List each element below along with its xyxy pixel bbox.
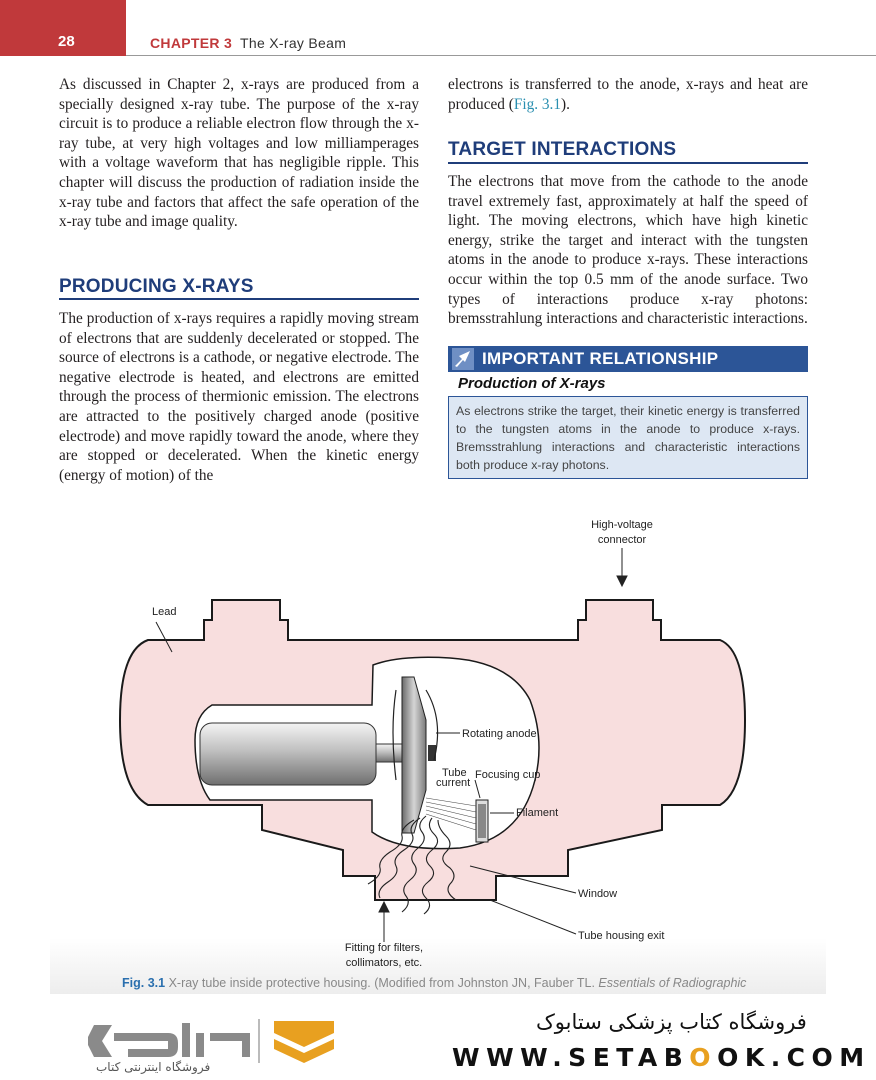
continuation-end: ). [561, 95, 570, 113]
label-collimators: collimators, etc. [345, 957, 423, 969]
setabook-logo [88, 1013, 348, 1067]
intro-paragraph: As discussed in Chapter 2, x-rays are produced from a specially designed x-ray tube. The purpose of the x-ray circuit is to produce a reliable electron flow through the x-ray tube, at very high voltages and low milliamperages with a voltage waveform that has negligible ripple. This chapter will discuss the production of radiation inside the x-ray tube and factors that affect the safe operation of the x-ray tube and image quality. [59, 76, 419, 231]
relationship-subtitle: Production of X-rays [458, 375, 606, 392]
caption-text: X-ray tube inside protective housing. (Modified from Johnston JN, Fauber TL. [168, 976, 595, 990]
label-tube: Tube [442, 767, 467, 779]
figure-caption [122, 976, 746, 990]
heading-rule-left [59, 298, 419, 300]
relationship-text: As electrons strike the target, their kinetic energy is transferred to the tungsten atoms in the anode to produce x-rays. Bremsstrahlung interactions and characteristic interactions both produce x-ray photons. [456, 404, 800, 472]
label-lead: Lead [152, 606, 177, 618]
logo-chevron-icon [88, 1025, 112, 1057]
filament-coil [478, 804, 486, 838]
right-continuation [448, 75, 808, 114]
url-part1: WWW.SETAB [452, 1043, 690, 1072]
target-paragraph: The electrons that move from the cathode to the anode travel extremely fast, approximately at half the speed of light. The moving electrons, which have high kinetic energy, strike the target and interact with the tungsten atoms in the anode to produce x-rays. These interactions occur within the top 0.5 mm of the anode surface. Two types of interactions produce x-ray photons: bremsstrahlung interactions and characteristic interactions. [448, 173, 808, 328]
label-rotating-anode: Rotating anode [462, 728, 537, 740]
label-fitting: Fitting for filters, [344, 942, 424, 954]
relationship-icon [451, 347, 475, 371]
label-filament: Filament [516, 807, 559, 819]
xray-tube-figure [0, 500, 876, 980]
label-connector: connector [597, 534, 647, 546]
right-section [448, 172, 808, 329]
caption-label: Fig. 3.1 [122, 976, 166, 990]
url-part2: OK.COM [717, 1043, 871, 1072]
running-header [150, 35, 346, 51]
label-tube-housing-exit: Tube housing exit [578, 930, 665, 942]
logo-book-icon [274, 1021, 334, 1047]
label-window: Window [578, 888, 618, 900]
heading-producing-xrays: PRODUCING X-RAYS [59, 276, 254, 297]
label-focusing-cup: Focusing cup [475, 769, 541, 781]
caption-italic: Essentials of Radiographic [598, 976, 747, 990]
label-high-voltage: High-voltage [591, 519, 653, 531]
producing-paragraph: The production of x-rays requires a rapidly moving stream of electrons that are suddenly decelerated or stopped. The source of electrons is a cathode, or negative electrode. The negative electrode is heated, and electrons are emitted through the process of thermionic emission. The electrons are attracted to the positively charged anode (positive electrode) and move rapidly toward the anode, where they are stopped or decelerated. When the kinetic energy (energy of motion) of the [59, 310, 419, 484]
label-current: current [436, 777, 471, 789]
figure-link[interactable]: Fig. 3.1 [513, 95, 562, 113]
header-rule [126, 55, 876, 56]
continuation-text: electrons is transferred to the anode, x-rays and heat are produced ( [448, 76, 808, 113]
rotor [200, 723, 376, 785]
store-name: فروشگاه کتاب پزشکی ستابوک [536, 1010, 807, 1034]
heading-target-interactions: TARGET INTERACTIONS [448, 139, 677, 160]
heading-rule-right [448, 162, 808, 164]
page-number: 28 [58, 33, 75, 50]
logo-wordmark: فروشگاه اینترنتی کتاب [96, 1060, 211, 1074]
continuation-paragraph [448, 75, 808, 114]
left-intro [59, 75, 419, 232]
store-url [452, 1043, 871, 1072]
url-accent-o: O [689, 1043, 718, 1072]
relationship-title: IMPORTANT RELATIONSHIP [482, 349, 719, 368]
chapter-label: CHAPTER 3 [150, 35, 233, 51]
chapter-title: The X-ray Beam [240, 35, 347, 51]
left-section [59, 309, 419, 485]
